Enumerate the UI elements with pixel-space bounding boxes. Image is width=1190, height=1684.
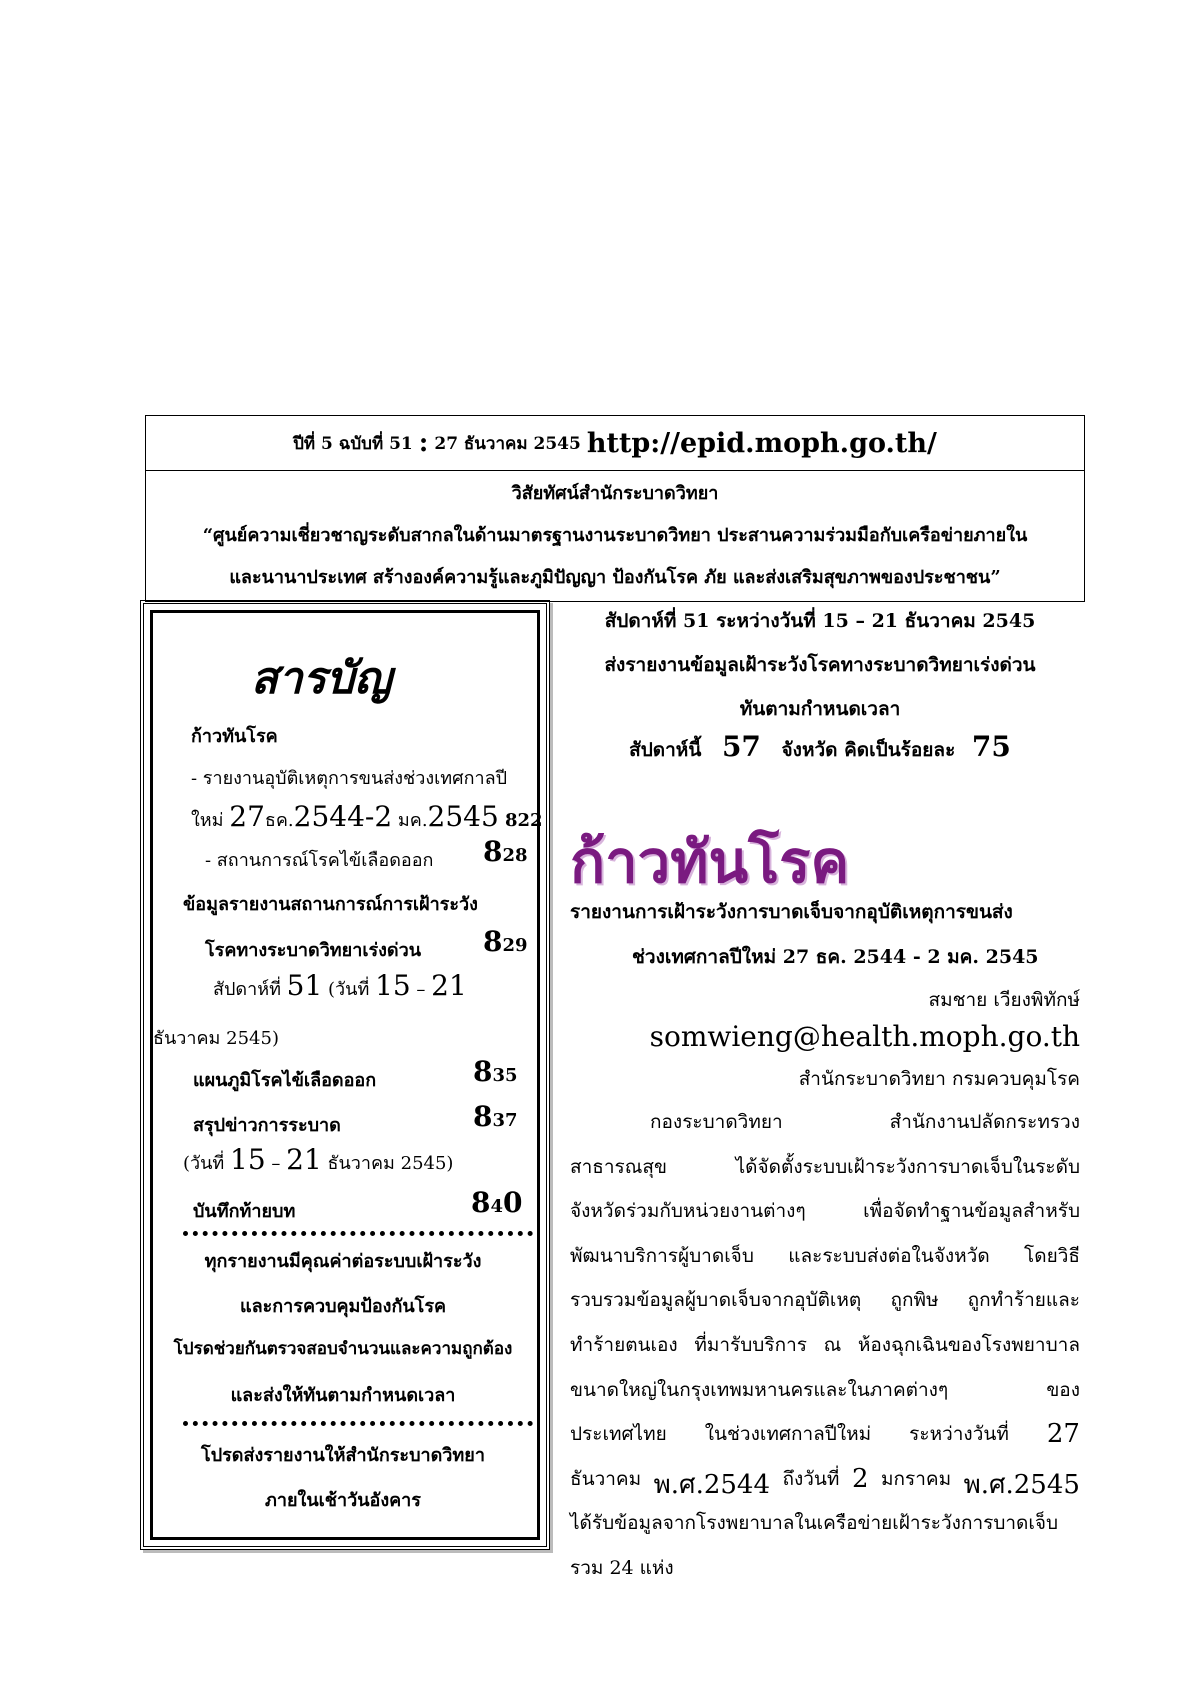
toc-section-2-line-1: ข้อมูลรายงานสถานการณ์การเฝ้าระวัง [183, 894, 478, 915]
vision-statement [146, 471, 1084, 601]
toc-section-5-page [471, 1186, 523, 1219]
toc-item-2-page-big: 8 [483, 835, 503, 868]
dotted-divider-1 [183, 1231, 533, 1236]
toc-date-e: ธันวาคม 2545) [321, 1153, 454, 1174]
toc-section-3-page [473, 1055, 518, 1088]
article-body-line [570, 1241, 1080, 1271]
toc-section-4-page [473, 1100, 518, 1133]
report-send-line-2: ทันตามกำหนดเวลา [739, 698, 901, 720]
toc-item-1-text-f: 2545 [427, 800, 499, 833]
article-body-line [570, 1464, 1080, 1505]
toc-section-2-page [483, 925, 528, 958]
toc-date-b: 15 [230, 1143, 266, 1176]
toc-section-1: ก้าวทันโรค [191, 726, 278, 747]
article-body-line [570, 1152, 1080, 1182]
toc-section-5-page-small: 4 [490, 1196, 504, 1217]
toc-item-1-text-a: ใหม่ [191, 810, 230, 831]
article-body-word: ทำร้ายตนเอง [570, 1334, 678, 1356]
toc-date-d: 21 [286, 1143, 322, 1176]
article-body-word: มกราคม [880, 1467, 952, 1490]
article-body-word: ขนาดใหญ่ในกรุงเทพมหานครและในภาคต่างๆ [570, 1378, 949, 1401]
toc-item-2: - สถานการณ์โรคไข้เลือดออก [205, 850, 434, 871]
article-body-line [570, 1285, 1080, 1315]
dotted-divider-2 [183, 1421, 533, 1426]
article-body-word: รวบรวมข้อมูลผู้บาดเจ็บจากอุบัติเหตุ [570, 1289, 862, 1312]
toc-item-2-page-small: 28 [502, 845, 528, 866]
toc-title: สารบัญ [251, 653, 392, 704]
toc-section-2-week [213, 969, 467, 1003]
note-2-line-1: โปรดส่งรายงานให้สำนักระบาดวิทยา [201, 1445, 485, 1466]
article-body-word: พ.ศ.2544 [653, 1469, 770, 1500]
toc-item-1-text-e: มค. [392, 810, 428, 831]
toc-date-c: – [265, 1153, 287, 1174]
toc-section-5-page-big-2: 0 [503, 1186, 523, 1219]
toc-section-5: บันทึกท้ายบท [193, 1201, 296, 1222]
issue-line [146, 416, 1084, 471]
toc-week-b: 51 [286, 969, 323, 1002]
note-1-line-4: และส่งให้ทันตามกำหนดเวลา [230, 1385, 456, 1406]
toc-item-1-page: 822 [505, 810, 543, 831]
toc-item-2-page [483, 835, 528, 868]
article-email[interactable]: somwieng@health.moph.go.th [649, 1020, 1080, 1053]
toc-section-3-page-big: 8 [473, 1055, 493, 1088]
article-body-line [570, 1419, 1080, 1449]
article-body-word: พ.ศ.2545 [963, 1469, 1080, 1500]
article-body-word: ที่มารับบริการ [694, 1334, 807, 1356]
toc-date-a: (วันที่ [183, 1153, 231, 1174]
vision-line-2: และนานาประเทศ สร้างองค์ความรู้และภูมิปัญญา ป้องกันโรค ภัย และส่งเสริมสุขภาพของประชาชน” [229, 567, 1001, 588]
note-2-line-2: ภายในเช้าวันอังคาร [265, 1490, 421, 1511]
issue-date: 27 ธันวาคม 2545 [434, 433, 581, 454]
toc-section-3: แผนภูมิโรคไข้เลือดออก [193, 1070, 377, 1091]
toc-section-5-page-big: 8 [471, 1186, 491, 1219]
stats-percent: 75 [971, 730, 1011, 763]
article-headline: ก้าวทันโรค [570, 828, 850, 896]
report-send-line-1: ส่งรายงานข้อมูลเฝ้าระวังโรคทางระบาดวิทยาเร่งด่วน [604, 654, 1036, 676]
note-1-line-1: ทุกรายงานมีคุณค่าต่อระบบเฝ้าระวัง [204, 1251, 482, 1272]
vision-line-1: “ศูนย์ความเชี่ยวชาญระดับสากลในด้านมาตรฐานงานระบาดวิทยา ประสานความร่วมมือกับเครือข่ายภายใน [202, 525, 1028, 546]
stats-label-a: สัปดาห์นี้ [629, 739, 702, 761]
article-title-line-2: ช่วงเทศกาลปีใหม่ 27 ธค. 2544 - 2 มค. 2545 [632, 946, 1039, 968]
report-week-line: สัปดาห์ที่ 51 ระหว่างวันที่ 15 – 21 ธันวาคม 2545 [604, 610, 1036, 632]
article-body-word: โดยวิธี [1024, 1244, 1080, 1267]
article-body-word: 27 [1046, 1419, 1080, 1450]
article-body-word: พัฒนาบริการผู้บาดเจ็บ [570, 1244, 754, 1267]
toc-section-4: สรุปข่าวการระบาด [193, 1115, 341, 1136]
article-body-word: 2 [851, 1463, 869, 1494]
article-affiliation: สำนักระบาดวิทยา กรมควบคุมโรค [798, 1068, 1080, 1090]
article-body-word: ได้จัดตั้งระบบเฝ้าระวังการบาดเจ็บในระดับ [735, 1155, 1080, 1178]
toc-item-1-line-2 [191, 800, 499, 834]
toc-item-1-text-b: 27 [229, 800, 265, 833]
article-body-word: สาธารณสุข [570, 1155, 667, 1178]
toc-section-3-page-small: 35 [492, 1065, 518, 1086]
toc-week-d: 15 [375, 969, 411, 1002]
article-body-word: และระบบส่งต่อในจังหวัด [788, 1244, 990, 1267]
article-body-word: กองระบาดวิทยา [650, 1111, 783, 1133]
toc-week-e: – [410, 979, 432, 1000]
toc-section-4-date [183, 1143, 453, 1177]
report-stats [570, 730, 1070, 765]
toc-item-1-text-d: 2544-2 [293, 800, 393, 833]
article-body-word: ถูกพิษ [890, 1289, 939, 1312]
article-body-word: เพื่อจัดทำฐานข้อมูลสำหรับ [863, 1200, 1080, 1223]
toc-section-4-page-small: 37 [492, 1110, 518, 1131]
article-body-word: ห้องฉุกเฉินของโรงพยาบาล [857, 1334, 1080, 1356]
toc-item-1-line-1: - รายงานอุบัติเหตุการขนส่งช่วงเทศกาลปี [191, 768, 508, 789]
toc-section-2-page-big: 8 [483, 925, 503, 958]
toc-week-c: (วันที่ [322, 979, 376, 1000]
website-url[interactable]: http://epid.moph.go.th/ [586, 427, 937, 459]
table-of-contents [140, 600, 550, 1550]
toc-week-f: 21 [431, 969, 467, 1002]
toc-section-4-page-big: 8 [473, 1100, 493, 1133]
toc-week-a: สัปดาห์ที่ [213, 979, 287, 1000]
toc-section-2-month: ธันวาคม 2545) [153, 1028, 279, 1049]
note-1-line-2: และการควบคุมป้องกันโรค [239, 1296, 447, 1317]
article-body-word: ประเทศไทย [570, 1423, 667, 1446]
article-body-word: ระหว่างวันที่ [909, 1423, 1009, 1446]
toc-inner-frame [150, 610, 543, 1540]
article-body-line [570, 1508, 1080, 1538]
issue-number: ปีที่ 5 ฉบับที่ 51 [293, 433, 413, 454]
article-body-word: ถูกทำร้ายและ [967, 1289, 1080, 1312]
article-body-word: สำนักงานปลัดกระทรวง [889, 1111, 1080, 1133]
article-body-word: ในช่วงเทศกาลปีใหม่ [704, 1423, 872, 1446]
article-body-line [650, 1107, 1080, 1137]
article-body-word: ถึงวันที่ [782, 1467, 840, 1490]
issue-colon: : [418, 428, 429, 458]
article-author: สมชาย เวียงพิทักษ์ [928, 989, 1080, 1011]
article-body-line [570, 1196, 1080, 1226]
toc-section-2-line-2: โรคทางระบาดวิทยาเร่งด่วน [205, 940, 422, 961]
article-title-line-1: รายงานการเฝ้าระวังการบาดเจ็บจากอุบัติเหตุการขนส่ง [570, 901, 1013, 923]
article-body-word: ณ [823, 1334, 842, 1356]
note-1-line-3: โปรดช่วยกันตรวจสอบจำนวนและความถูกต้อง [173, 1339, 513, 1359]
article-body-word: รวม 24 แห่ง [570, 1557, 674, 1579]
article-body-line [570, 1553, 1080, 1583]
article-body-line [570, 1330, 1080, 1360]
article-body-line [570, 1375, 1080, 1405]
stats-province-count: 57 [721, 730, 761, 763]
article-body-word: จังหวัดร่วมกับหน่วยงานต่างๆ [570, 1200, 806, 1223]
toc-item-1-text-c: ธค. [264, 810, 294, 831]
article-body-word: ได้รับข้อมูลจากโรงพยาบาลในเครือข่ายเฝ้าระวังการบาดเจ็บ [570, 1512, 1059, 1535]
vision-title: วิสัยทัศน์สำนักระบาดวิทยา [511, 483, 719, 504]
article-body-word: ธันวาคม [570, 1467, 642, 1490]
issue-header [145, 415, 1085, 602]
stats-label-b: จังหวัด คิดเป็นร้อยละ [781, 739, 956, 761]
toc-section-2-page-small: 29 [502, 935, 528, 956]
article-body-word: ของ [1046, 1378, 1080, 1401]
